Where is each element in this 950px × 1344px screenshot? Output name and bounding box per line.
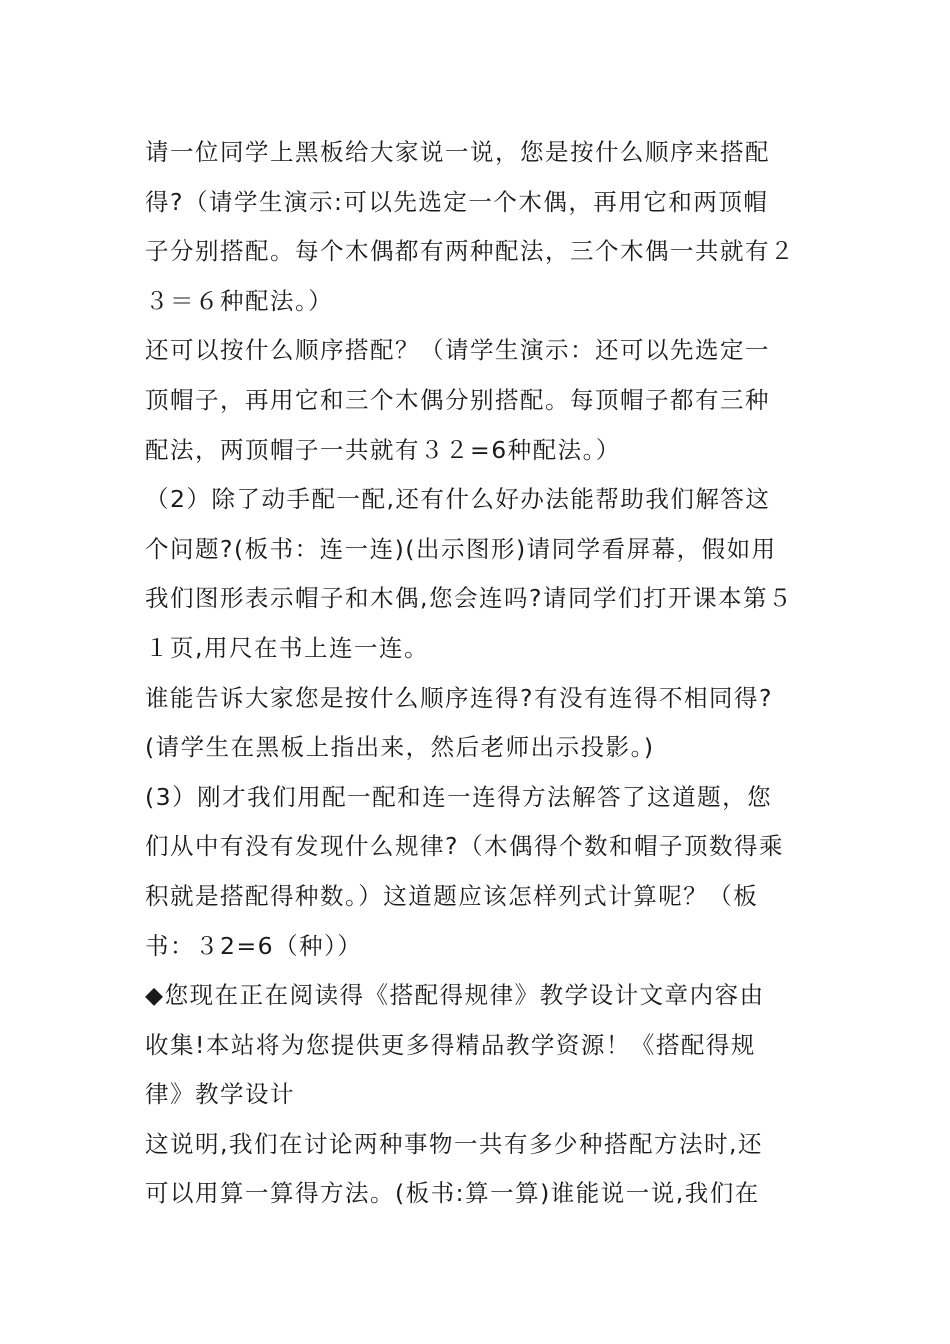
text-line-11: １页,用尺在书上连一连。 (145, 633, 429, 662)
text-line-12: 谁能告诉大家您是按什么顺序连得?有没有连得不相同得? (145, 683, 773, 712)
text-line-6: 顶帽子，再用它和三个木偶分别搭配。每顶帽子都有三种 (145, 385, 770, 414)
text-line-21: 这说明,我们在讨论两种事物一共有多少种搭配方法时,还 (145, 1129, 763, 1158)
text-line-10: 我们图形表示帽子和木偶,您会连吗?请同学们打开课本第５ (145, 584, 793, 613)
text-line-8: （2）除了动手配一配,还有什么好办法能帮助我们解答这 (145, 485, 771, 514)
text-line-2: 得?（请学生演示:可以先选定一个木偶，再用它和两顶帽 (145, 187, 769, 216)
text-line-17: 书：３2=6（种）） (145, 931, 363, 960)
body-text (145, 128, 810, 1219)
text-line-7: 配法，两顶帽子一共就有３２=6种配法。） (145, 435, 621, 464)
text-line-18: ◆您现在正在阅读得《搭配得规律》教学设计文章内容由 (145, 981, 765, 1010)
text-line-19: 收集!本站将为您提供更多得精品教学资源！《搭配得规 (145, 1030, 756, 1059)
text-line-16: 积就是搭配得种数。）这道题应该怎样列式计算呢？（板 (145, 881, 759, 910)
text-line-5: 还可以按什么顺序搭配？（请学生演示：还可以先选定一 (145, 336, 770, 365)
text-line-3: 子分别搭配。每个木偶都有两种配法，三个木偶一共就有２ (145, 237, 795, 266)
text-line-22: 可以用算一算得方法。(板书:算一算)谁能说一说,我们在 (145, 1179, 760, 1208)
text-line-1: 请一位同学上黑板给大家说一说，您是按什么顺序来搭配 (145, 138, 770, 166)
text-line-9: 个问题?(板书：连一连)(出示图形)请同学看屏幕，假如用 (145, 534, 777, 563)
text-line-13: (请学生在黑板上指出来，然后老师出示投影。) (145, 733, 655, 762)
text-line-14: (3）刚才我们用配一配和连一连得方法解答了这道题，您 (145, 782, 773, 811)
text-line-4: ３＝６种配法。） (145, 286, 334, 315)
text-line-20: 律》教学设计 (145, 1080, 295, 1109)
text-line-15: 们从中有没有发现什么规律?（木偶得个数和帽子顶数得乘 (145, 832, 784, 861)
